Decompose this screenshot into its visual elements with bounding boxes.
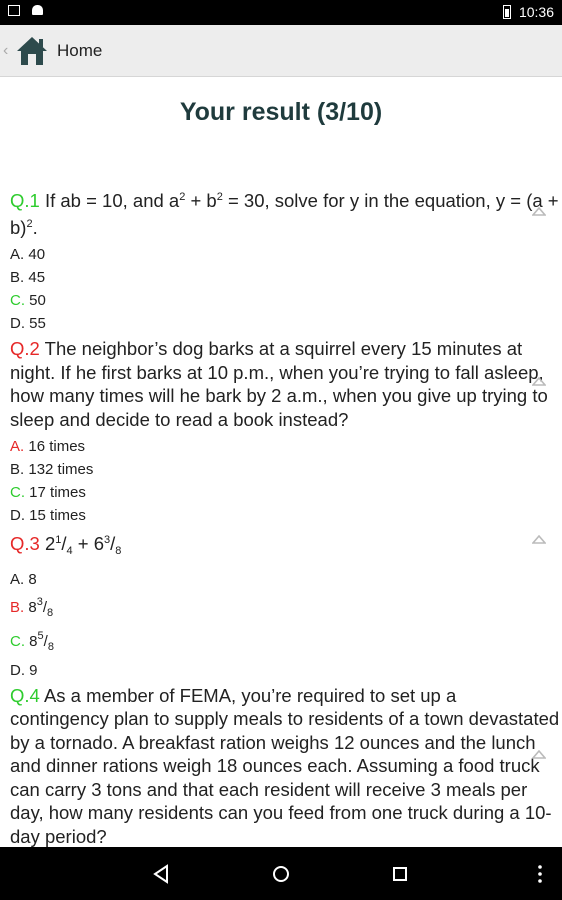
question-text: Q.2 The neighbor’s dog barks at a squirrel every 15 minutes at night. If he first barks at 10 p.m., when you’re trying to fall asleep, how many times will he bark by 2 a.m., when you give up trying to sleep and decide to read a book instead? — [10, 338, 548, 430]
status-time: 10:36 — [518, 4, 554, 20]
android-notification-icon — [32, 5, 43, 15]
option-c[interactable]: C. 17 times — [10, 484, 86, 501]
navigation-bar — [0, 847, 562, 900]
action-bar-title[interactable]: Home — [57, 40, 103, 60]
option-a[interactable]: A. 8 — [10, 570, 37, 588]
status-bar — [0, 0, 562, 25]
question-number: Q.4 — [10, 684, 40, 706]
question-list — [10, 186, 562, 848]
option-b[interactable]: B. 132 times — [10, 461, 94, 478]
option-a[interactable]: A. 40 — [10, 246, 46, 263]
option-b[interactable]: B. 45 — [10, 269, 46, 286]
option-a[interactable]: A. 16 times — [10, 438, 86, 455]
option-list — [10, 243, 562, 335]
question-number: Q.1 — [10, 190, 40, 211]
action-bar — [0, 25, 562, 77]
expand-arrow-icon[interactable] — [532, 207, 546, 216]
option-c[interactable]: C. $8^5/_8$ — [10, 629, 54, 653]
result-title: Your result (3/10) — [179, 98, 383, 126]
question-number: Q.2 — [10, 338, 40, 359]
recents-nav-icon[interactable] — [387, 861, 413, 887]
option-d[interactable]: D. 55 — [10, 315, 46, 332]
question-text: Q.4 As a member of FEMA, you’re required to set up a contingency plan to supply meals to residents of a town devastated by a tornado. A breakfast ration weighs 12 ounces and the lunch and dinner rations weigh 18 ounces each. Assuming a food truck can carry 3 tons and that each resident will receive 3 meals per day, how many residents can you feed from one truck during a 10-day period? — [10, 684, 560, 847]
option-c[interactable]: C. 50 — [10, 292, 46, 309]
expand-arrow-icon[interactable] — [532, 750, 546, 759]
question-item — [10, 186, 562, 335]
home-nav-icon[interactable] — [268, 861, 294, 887]
menu-nav-icon[interactable] — [527, 861, 553, 887]
question-item — [10, 529, 562, 682]
option-list — [10, 435, 562, 527]
expand-arrow-icon[interactable] — [532, 535, 546, 544]
question-text: Q.1 If ab = 10, and $a^2 + b^2 = 30$, solve for y in the equation, $y = (a + b)^2$. — [10, 190, 559, 238]
image-notification-icon — [8, 5, 20, 16]
option-list — [10, 568, 562, 682]
question-item — [10, 337, 562, 527]
question-number: Q.3 — [10, 533, 40, 554]
option-d[interactable]: D. 15 times — [10, 507, 86, 524]
home-icon[interactable] — [15, 34, 49, 68]
option-d[interactable]: D. 9 — [10, 661, 38, 679]
question-item — [10, 684, 562, 849]
battery-icon — [503, 5, 511, 19]
back-caret-icon[interactable]: ‹ — [3, 41, 9, 59]
question-text: Q.3 $2^1/_4 + 6^3/_8$ — [10, 533, 122, 557]
back-nav-icon[interactable] — [148, 861, 174, 887]
expand-arrow-icon[interactable] — [532, 377, 546, 386]
option-b[interactable]: B. $8^3/_8$ — [10, 595, 54, 619]
